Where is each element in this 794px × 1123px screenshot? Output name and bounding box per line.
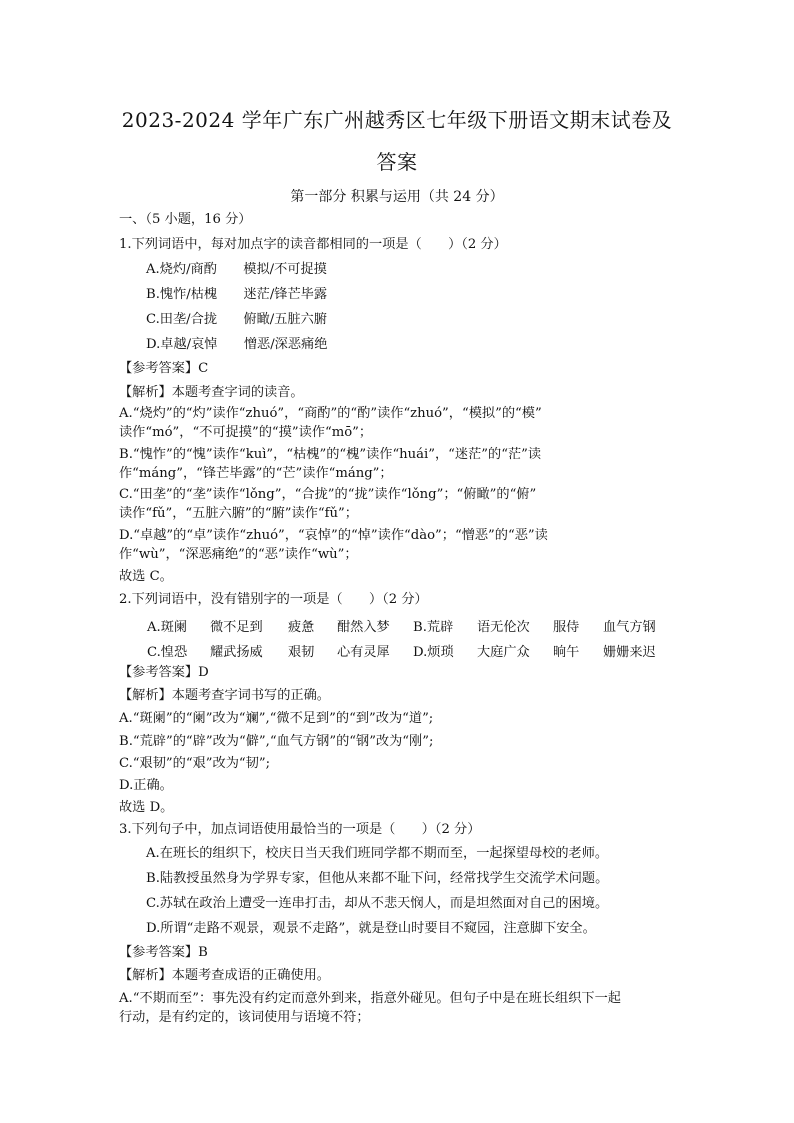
question-2-answer: 【参考答案】D <box>119 665 209 680</box>
question-2-conclusion: 故选 D。 <box>119 800 174 815</box>
question-3-option-a: A.在班长的组织下，校庆日当天我们班同学都不期而至，一起探望母校的老师。 <box>146 846 609 861</box>
question-3-option-c: C.苏轼在政治上遭受一连串打击，却从不悲天悯人，而是坦然面对自己的困境。 <box>146 896 609 911</box>
document-title-line2: 答案 <box>376 150 418 174</box>
question-2-option-word: 耀武扬威 <box>210 645 263 660</box>
question-2-option-word: 艰韧 <box>288 645 315 660</box>
question-1-explain-line: D.“卓越”的“卓”读作“zhuó”，“哀悼”的“悼”读作“dào”；“憎恶”的“恶”读 <box>119 528 548 543</box>
question-2-option-word: 晌午 <box>553 645 580 660</box>
question-3-answer: 【参考答案】B <box>119 945 208 960</box>
question-1-explain-line: A.“烧灼”的“灼”读作“zhuó”，“商酌”的“酌”读作“zhuó”，“模拟”的“模” <box>119 406 542 421</box>
question-3-stem: 3.下列句子中，加点词语使用最恰当的一项是（ ）（2 分） <box>119 822 481 837</box>
question-2-option-word: C.惶恐 <box>147 645 188 660</box>
question-2-explain-line: C.“艰韧”的“艰”改为“韧”; <box>119 756 271 771</box>
question-1-explain-line: C.“田垄”的“垄”读作“lǒng”，“合拢”的“拢”读作“lǒng”；“俯瞰”的“俯” <box>119 487 537 502</box>
question-2-explain-line: B.“荒辟”的“辟”改为“僻”,“血气方钢”的“钢”改为“刚”; <box>119 734 434 749</box>
question-1-explain-line: B.“愧怍”的“愧”读作“kuì”，“枯槐”的“槐”读作“huái”，“迷茫”的“茫”读 <box>119 447 542 462</box>
question-2-option-word: 血气方钢 <box>603 620 656 635</box>
question-1-stem: 1.下列词语中，每对加点字的读音都相同的一项是（ ）（2 分） <box>119 237 507 252</box>
question-3-explain-line: 行动，是有约定的，该词使用与语境不符； <box>119 1010 370 1025</box>
document-title-line1: 2023-2024 学年广东广州越秀区七年级下册语文期末试卷及 <box>121 108 673 132</box>
question-2-explain-line: D.正确。 <box>119 778 173 793</box>
question-2-option-word: 姗姗来迟 <box>603 645 656 660</box>
question-1-explain-line: 作“máng”，“锋芒毕露”的“芒”读作“máng”； <box>119 466 393 481</box>
question-1-explain-line: 读作“fǔ”，“五脏六腑”的“腑”读作“fǔ”； <box>119 506 358 521</box>
question-1-option-d: D.卓越/哀悼 憎恶/深恶痛绝 <box>146 337 328 352</box>
question-2-option-word: 大庭广众 <box>477 645 530 660</box>
question-2-stem: 2.下列词语中，没有错别字的一项是（ ）（2 分） <box>119 592 428 607</box>
question-1-explain-line: 读作“mó”，“不可捉摸”的“摸”读作“mō”； <box>119 425 373 440</box>
question-1-option-b: B.愧怍/枯槐 迷茫/锋芒毕露 <box>146 287 328 302</box>
question-1-conclusion: 故选 C。 <box>119 569 173 584</box>
question-2-option-word: 疲惫 <box>288 620 315 635</box>
question-2-option-word: D.烦琐 <box>413 645 454 660</box>
question-2-option-word: 微不足到 <box>210 620 263 635</box>
question-3-option-b: B.陆教授虽然身为学界专家，但他从来都不耻下问，经常找学生交流学术问题。 <box>146 871 609 886</box>
question-2-option-word: 心有灵犀 <box>337 645 390 660</box>
question-2-option-word: 服侍 <box>553 620 580 635</box>
question-2-option-word: A.斑阑 <box>147 620 188 635</box>
question-1-option-c: C.田垄/合拢 俯瞰/五脏六腑 <box>146 312 327 327</box>
question-1-option-a: A.烧灼/商酌 模拟/不可捉摸 <box>146 262 327 277</box>
question-3-explain-line: A.“不期而至”：事先没有约定而意外到来，指意外碰见。但句子中是在班长组织下一起 <box>119 991 621 1006</box>
question-2-option-word: B.荒辟 <box>413 620 454 635</box>
question-2-option-word: 酣然入梦 <box>337 620 390 635</box>
question-2-option-word: 语无伦次 <box>477 620 530 635</box>
question-2-explain-line: A.“斑阑”的“阑”改为“斓”,“微不足到”的“到”改为“道”; <box>119 711 434 726</box>
section-heading: 一、（5 小题，16 分） <box>119 212 252 227</box>
question-3-option-d: D.所谓“走路不观景，观景不走路”，就是登山时要目不窥园，注意脚下安全。 <box>146 921 596 936</box>
question-1-answer: 【参考答案】C <box>119 361 209 376</box>
part-heading: 第一部分 积累与运用（共 24 分） <box>290 189 504 205</box>
question-2-analysis: 【解析】本题考查字词书写的正确。 <box>119 688 330 703</box>
question-3-analysis: 【解析】本题考查成语的正确使用。 <box>119 968 330 983</box>
question-1-analysis: 【解析】本题考查字词的读音。 <box>119 385 304 400</box>
question-1-explain-line: 作“wù”，“深恶痛绝”的“恶”读作“wù”； <box>119 547 358 562</box>
